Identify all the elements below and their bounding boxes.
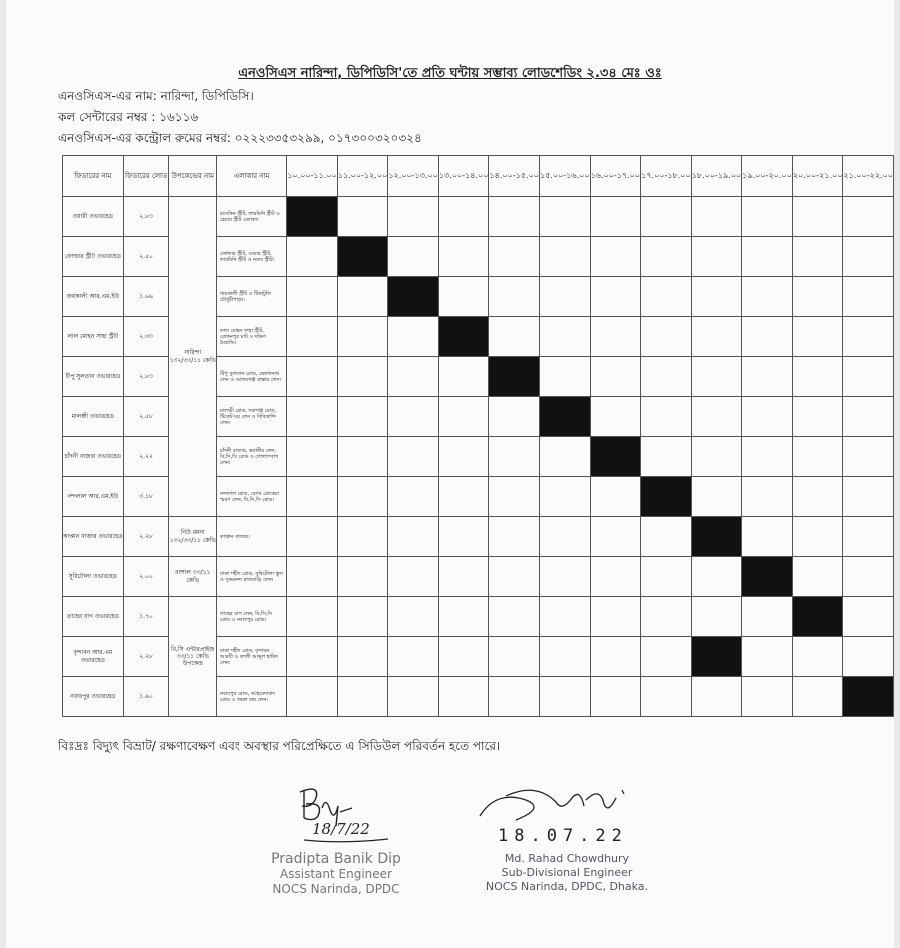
slot-cell (792, 557, 843, 597)
signature-right (476, 780, 656, 830)
slot-cell (742, 197, 793, 237)
slot-cell (691, 557, 742, 597)
feeder-load-cell: ১.৬৬ (123, 277, 169, 317)
slot-cell (337, 437, 388, 477)
slot-cell (489, 637, 540, 677)
slot-cell (388, 677, 439, 717)
slot-cell (843, 637, 894, 677)
slot-cell (287, 437, 338, 477)
area-name-cell: নন্দলাল রোড, বেগম রোকেয়া স্মরণ লেন, বি,সি,সি রোড। (217, 477, 287, 517)
slot-cell (742, 357, 793, 397)
slot-cell (742, 397, 793, 437)
control-room-number: এনওসিএস-এর কন্ট্রোল রুমের নম্বর: ০২২২৩৩৫৩২৯৯, ০১৭৩০০৩২০৩২৪ (58, 131, 422, 145)
slot-cell (590, 277, 641, 317)
feeder-load-cell: ২.৫০ (123, 237, 169, 277)
slot-cell (742, 677, 793, 717)
feeder-load-cell: ২.২২ (123, 437, 169, 477)
slot-cell (287, 277, 338, 317)
slot-cell (388, 437, 439, 477)
signature-right-name: Md. Rahad Chowdhury (504, 852, 630, 865)
slot-cell (337, 597, 388, 637)
slot-cell (641, 237, 692, 277)
page-title: এনওসিএস নারিন্দা, ডিপিডিসি'তে প্রতি ঘন্টায় সম্ভাব্য লোডশেডিং ২.৩৪ মেঃ ওঃ (238, 66, 662, 81)
slot-cell (337, 317, 388, 357)
slot-cell (489, 517, 540, 557)
slot-cell (489, 437, 540, 477)
slot-cell (287, 397, 338, 437)
slot-cell (438, 397, 489, 437)
slot-cell (438, 557, 489, 597)
slot-cell (590, 197, 641, 237)
slot-cell (742, 237, 793, 277)
feeder-name-cell: টিপু সুলতান ওভারহেড (63, 357, 124, 397)
shedding-slot-marked (388, 277, 439, 317)
slot-cell (590, 517, 641, 557)
slot-cell (438, 197, 489, 237)
slot-cell (792, 197, 843, 237)
header-feeder-name: ফিডারের নাম (63, 156, 124, 197)
slot-cell (540, 197, 591, 237)
slot-cell (287, 317, 338, 357)
nocs-name: এনওসিএস-এর নাম: নারিন্দা, ডিপিডিসি। (58, 89, 254, 103)
slot-cell (742, 437, 793, 477)
signature-left-title: Assistant Engineer (280, 867, 392, 881)
slot-cell (843, 237, 894, 277)
feeder-load-cell: ২.০০ (123, 557, 169, 597)
slot-cell (742, 477, 793, 517)
slot-cell (489, 197, 540, 237)
feeder-load-cell: ২.২৮ (123, 637, 169, 677)
slot-cell (641, 317, 692, 357)
slot-cell (337, 397, 388, 437)
area-name-cell: মালঞ্চী রোড, দয়াগঞ্জ রোড, টিকেট ঘর লেন ও বিবিকান্দি লেন। (217, 397, 287, 437)
call-center-number: কল সেন্টারের নম্বর : ১৬১১৬ (58, 110, 199, 124)
feeder-name-cell: নন্দলাল আর.এম.ইউ (63, 477, 124, 517)
header-slot: ২১.০০-২২.০০ (843, 156, 894, 197)
slot-cell (641, 637, 692, 677)
header-slot: ১১.০০-১২.০০ (337, 156, 388, 197)
slot-cell (641, 397, 692, 437)
feeder-load-cell: ১.৯০ (123, 677, 169, 717)
signature-right-office: NOCS Narinda, DPDC, Dhaka. (485, 880, 649, 893)
header-feeder-load: ফিডারের লোড (123, 156, 169, 197)
feeder-name-cell: লাল মোহন সাহা স্ট্রীট (63, 317, 124, 357)
slot-cell (792, 477, 843, 517)
substation-cell: বি,সি এন্টারপ্রাইজ ৩৩/১১ কেভি উপকেন্দ্র (169, 597, 217, 717)
slot-cell (388, 557, 439, 597)
slot-cell (691, 677, 742, 717)
area-name-cell: ফোল্ডার স্ট্রীট, ওয়্যার স্ট্রীট, লারমিনি স্ট্রীট ও নবাব স্ট্রীট। (217, 237, 287, 277)
slot-cell (641, 197, 692, 237)
slot-cell (287, 637, 338, 677)
slot-cell (792, 277, 843, 317)
slot-cell (287, 597, 338, 637)
feeder-name-cell: তাহের বাগ ওভারহেড (63, 597, 124, 637)
shedding-slot-marked (337, 237, 388, 277)
shedding-slot-marked (742, 557, 793, 597)
slot-cell (590, 477, 641, 517)
slot-cell (792, 637, 843, 677)
slot-cell (388, 197, 439, 237)
slot-cell (287, 557, 338, 597)
slot-cell (843, 277, 894, 317)
slot-cell (742, 277, 793, 317)
slot-cell (337, 677, 388, 717)
table-row (63, 517, 894, 557)
feeder-load-cell: ২.৮৩ (123, 197, 169, 237)
slot-cell (843, 437, 894, 477)
slot-cell (287, 677, 338, 717)
slot-cell (388, 237, 439, 277)
slot-cell (540, 477, 591, 517)
header-slot: ১৬.০০-১৭.০০ (590, 156, 641, 197)
slot-cell (388, 397, 439, 437)
slot-cell (337, 517, 388, 557)
slot-cell (641, 437, 692, 477)
feeder-load-cell: ১.৭০ (123, 597, 169, 637)
area-name-cell: চাঁদনী বাজার, ভবানীর লেন, বি,সি,সি রোড ও গোলাপবাগ লেন। (217, 437, 287, 477)
slot-cell (590, 597, 641, 637)
slot-cell (843, 397, 894, 437)
slot-cell (843, 597, 894, 637)
slot-cell (590, 237, 641, 277)
signature-right-date: 18.07.22 (498, 826, 628, 846)
feeder-load-cell: ৩.১৮ (123, 477, 169, 517)
slot-cell (388, 317, 439, 357)
slot-cell (540, 677, 591, 717)
slot-cell (438, 597, 489, 637)
slot-cell (792, 357, 843, 397)
slot-cell (388, 637, 439, 677)
slot-cell (489, 317, 540, 357)
slot-cell (438, 357, 489, 397)
slot-cell (438, 277, 489, 317)
feeder-name-cell: চাঁদনী বাজার ওভারহেড (63, 437, 124, 477)
slot-cell (388, 477, 439, 517)
slot-cell (641, 677, 692, 717)
slot-cell (792, 317, 843, 357)
table-row (63, 197, 894, 237)
header-area: এলাকার নাম (217, 156, 287, 197)
header-slot: ১৭.০০-১৮.০০ (641, 156, 692, 197)
substation-cell: বংশাল ৩৩/১১ কেভি (169, 557, 217, 597)
feeder-name-cell: কাপ্তান বাজার ওভারহেড (63, 517, 124, 557)
slot-cell (641, 277, 692, 317)
substation-cell: নিউ রমনা ১৩২/৩৩/১১ কেভি (169, 517, 217, 557)
slot-cell (843, 197, 894, 237)
slot-cell (742, 517, 793, 557)
slot-cell (590, 397, 641, 437)
slot-cell (287, 357, 338, 397)
area-name-cell: জয়কালী স্ট্রীট ও টিকাটুলি চৌধুরীপাড়া। (217, 277, 287, 317)
feeder-name-cell: ফোল্ডার স্ট্রীট ওভারহেড (63, 237, 124, 277)
area-name-cell: তাহের বাগ লেন, বি,সি,সি রোড ও নবাবপুর রোড। (217, 597, 287, 637)
slot-cell (792, 437, 843, 477)
slot-cell (337, 357, 388, 397)
table-row (63, 597, 894, 637)
feeder-load-cell: ২.৮৩ (123, 357, 169, 397)
slot-cell (438, 237, 489, 277)
slot-cell (287, 517, 338, 557)
shedding-slot-marked (287, 197, 338, 237)
slot-cell (843, 357, 894, 397)
feeder-name-cell: বৃন্দাবন আর.এম ওভারহেড (63, 637, 124, 677)
slot-cell (641, 517, 692, 557)
load-shedding-table (62, 155, 894, 717)
slot-cell (540, 357, 591, 397)
feeder-load-cell: ২.৩৩ (123, 317, 169, 357)
slot-cell (691, 477, 742, 517)
slot-cell (843, 517, 894, 557)
shedding-slot-marked (792, 597, 843, 637)
area-name-cell: লাল মোহন সাহা স্ট্রীট, রোকনপুর ঘাট ও দক্ষিণ মৈশুন্ডি। (217, 317, 287, 357)
shedding-slot-marked (590, 437, 641, 477)
slot-cell (287, 477, 338, 517)
slot-cell (792, 397, 843, 437)
feeder-name-cell: সুবিটোলা ওভারহেড (63, 557, 124, 597)
slot-cell (337, 557, 388, 597)
slot-cell (489, 277, 540, 317)
slot-cell (287, 237, 338, 277)
slot-cell (337, 197, 388, 237)
table-body (63, 197, 894, 717)
slot-cell (438, 517, 489, 557)
feeder-name-cell: জয়কালী আর.এম.ইউ (63, 277, 124, 317)
signature-left-name: Pradipta Banik Dip (271, 851, 401, 867)
slot-cell (438, 437, 489, 477)
slot-cell (489, 557, 540, 597)
slot-cell (691, 237, 742, 277)
slot-cell (742, 597, 793, 637)
slot-cell (540, 517, 591, 557)
slot-cell (590, 357, 641, 397)
slot-cell (691, 597, 742, 637)
slot-cell (843, 477, 894, 517)
signature-left-block (246, 852, 426, 897)
shedding-slot-marked (641, 477, 692, 517)
substation-cell: নারিন্দা ১৩২/৩৩/১১ কেভি (169, 197, 217, 517)
header-slot: ১৪.০০-১৫.০০ (489, 156, 540, 197)
table-header-row (63, 156, 894, 197)
slot-cell (540, 437, 591, 477)
slot-cell (489, 397, 540, 437)
slot-cell (540, 317, 591, 357)
slot-cell (792, 237, 843, 277)
shedding-slot-marked (540, 397, 591, 437)
slot-cell (742, 637, 793, 677)
slot-cell (691, 437, 742, 477)
slot-cell (489, 237, 540, 277)
slot-cell (337, 637, 388, 677)
slot-cell (489, 597, 540, 637)
header-slot: ১৫.০০-১৬.০০ (540, 156, 591, 197)
header-slot: ১৮.০০-১৯.০০ (691, 156, 742, 197)
area-name-cell: টিপু সুলতান রোড, ভোলানাথ লেন ও আলমগঞ্জ রাস্তার লেন। (217, 357, 287, 397)
slot-cell (742, 317, 793, 357)
slot-cell (691, 197, 742, 237)
slot-cell (540, 637, 591, 677)
area-name-cell: কাপ্তান বাজার। (217, 517, 287, 557)
document-page (6, 0, 894, 948)
slot-cell (691, 397, 742, 437)
signature-right-block (472, 852, 662, 894)
feeder-name-cell: ওয়ারী ওভারহেড (63, 197, 124, 237)
slot-cell (792, 677, 843, 717)
area-name-cell: ঢাকা শহীদ রোড, সুবিটোলা স্কুল ও সুকরনন্দ রাজবাড়ি লেন। (217, 557, 287, 597)
signature-left-office: NOCS Narinda, DPDC (272, 882, 400, 896)
slot-cell (540, 277, 591, 317)
feeder-load-cell: ২.২৮ (123, 517, 169, 557)
slot-cell (843, 317, 894, 357)
feeder-name-cell: নবাবপুর ওভারহেড (63, 677, 124, 717)
slot-cell (641, 557, 692, 597)
slot-cell (691, 357, 742, 397)
header-substation: উপকেন্দ্রের নাম (169, 156, 217, 197)
slot-cell (540, 237, 591, 277)
signature-right-title: Sub-Divisional Engineer (501, 866, 633, 879)
table-row (63, 557, 894, 597)
area-name-cell: র‍্যাংকিন স্ট্রীট, লারমিনি স্ট্রীট ও হেয়ার স্ট্রীট এলাকা। (217, 197, 287, 237)
slot-cell (843, 557, 894, 597)
slot-cell (388, 357, 439, 397)
shedding-slot-marked (438, 317, 489, 357)
slot-cell (438, 637, 489, 677)
slot-cell (590, 637, 641, 677)
shedding-slot-marked (691, 637, 742, 677)
header-slot: ২০.০০-২১.০০ (792, 156, 843, 197)
slot-cell (792, 517, 843, 557)
slot-cell (641, 597, 692, 637)
header-slot: ১৯.০০-২০.০০ (742, 156, 793, 197)
feeder-name-cell: মালঞ্চী ওভারহেড (63, 397, 124, 437)
slot-cell (691, 317, 742, 357)
feeder-load-cell: ২.৫৮ (123, 397, 169, 437)
header-slot: ১২.০০-১৩.০০ (388, 156, 439, 197)
slot-cell (388, 517, 439, 557)
area-name-cell: নবাবপুর রোড, আহমেদাবাদ রোড ও অমল চন্দ্র লেন। (217, 677, 287, 717)
header-slot: ১০.০০-১১.০০ (287, 156, 338, 197)
slot-cell (540, 557, 591, 597)
slot-cell (540, 597, 591, 637)
shedding-slot-marked (691, 517, 742, 557)
slot-cell (438, 677, 489, 717)
slot-cell (590, 677, 641, 717)
slot-cell (691, 277, 742, 317)
shedding-slot-marked (843, 677, 894, 717)
slot-cell (641, 357, 692, 397)
slot-cell (590, 557, 641, 597)
area-name-cell: ঢাকা শহীদ রোড, বৃন্দাবন আরবী ও কাজী আব্দুল হামিদ লেন। (217, 637, 287, 677)
slot-cell (337, 477, 388, 517)
slot-cell (438, 477, 489, 517)
slot-cell (337, 277, 388, 317)
signature-left-date: 18/7/22 (312, 820, 370, 838)
slot-cell (489, 477, 540, 517)
schedule-note: বিঃদ্রঃ বিদ্যুৎ বিভ্রাট/ রক্ষণাবেক্ষণ এবং অবস্থার পরিপ্রেক্ষিতে এ সিডিউল পরিবর্তন হতে পারে। (58, 739, 501, 753)
shedding-slot-marked (489, 357, 540, 397)
slot-cell (388, 597, 439, 637)
header-slot: ১৩.০০-১৪.০০ (438, 156, 489, 197)
slot-cell (489, 677, 540, 717)
signature-left-underline (302, 836, 392, 846)
slot-cell (590, 317, 641, 357)
